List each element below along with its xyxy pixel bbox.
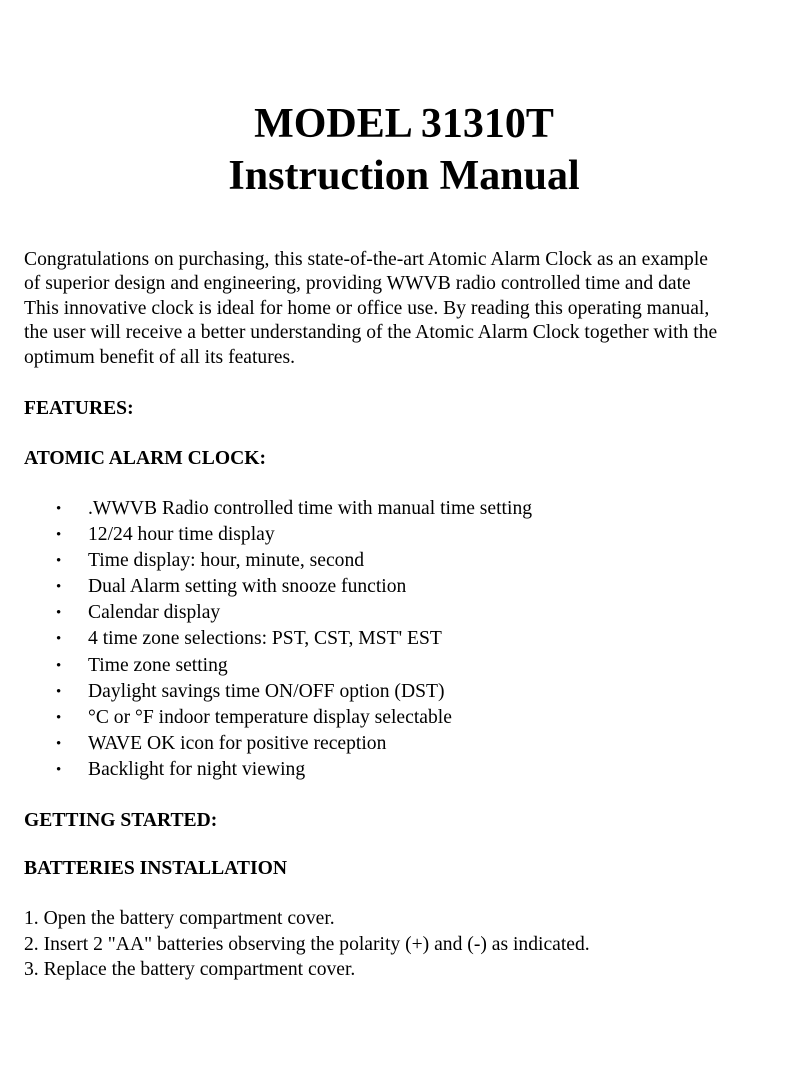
list-item bbox=[0, 679, 808, 705]
bullet-icon: • bbox=[56, 735, 62, 752]
list-item: 3. Replace the battery compartment cover. bbox=[24, 959, 356, 980]
feature-text: 12/24 hour time display bbox=[88, 524, 275, 546]
feature-text: Time display: hour, minute, second bbox=[88, 550, 365, 572]
bullet-icon: • bbox=[56, 683, 62, 700]
bullet-icon: • bbox=[56, 553, 62, 570]
getting-started-heading: GETTING STARTED: bbox=[24, 810, 218, 831]
intro-line: optimum benefit of all its features. bbox=[24, 346, 295, 368]
intro-line: This innovative clock is ideal for home or office use. By reading this operating manual, bbox=[24, 297, 710, 319]
list-item bbox=[0, 522, 808, 548]
intro-paragraph bbox=[24, 248, 794, 370]
batteries-installation-heading: BATTERIES INSTALLATION bbox=[24, 858, 287, 879]
feature-text: 4 time zone selections: PST, CST, MST' EST bbox=[88, 628, 442, 650]
bullet-icon: • bbox=[56, 501, 62, 517]
list-item bbox=[0, 731, 808, 757]
bullet-icon: • bbox=[56, 709, 62, 726]
feature-text: Time zone setting bbox=[88, 654, 228, 676]
features-list bbox=[0, 496, 808, 783]
list-item bbox=[0, 705, 808, 731]
bullet-icon: • bbox=[56, 605, 62, 622]
feature-text: Daylight savings time ON/OFF option (DST) bbox=[88, 680, 445, 702]
bullet-icon: • bbox=[56, 761, 62, 778]
list-item: 1. Open the battery compartment cover. bbox=[24, 908, 335, 929]
feature-text: Backlight for night viewing bbox=[88, 758, 306, 780]
intro-line: the user will receive a better understanding of the Atomic Alarm Clock together with the bbox=[24, 322, 718, 344]
battery-steps-list bbox=[24, 906, 590, 983]
feature-text: Dual Alarm setting with snooze function bbox=[88, 576, 407, 598]
list-item bbox=[0, 548, 808, 574]
atomic-alarm-clock-heading: ATOMIC ALARM CLOCK: bbox=[24, 448, 267, 469]
bullet-icon: • bbox=[56, 631, 62, 648]
list-item bbox=[0, 653, 808, 679]
list-item bbox=[0, 496, 808, 522]
bullet-icon: • bbox=[56, 527, 62, 544]
features-heading: FEATURES: bbox=[24, 398, 134, 419]
list-item bbox=[0, 600, 808, 626]
intro-line: Congratulations on purchasing, this state-of-the-art Atomic Alarm Clock as an example bbox=[24, 249, 708, 270]
feature-text: °C or °F indoor temperature display selectable bbox=[88, 706, 452, 728]
list-item bbox=[0, 574, 808, 600]
intro-line: of superior design and engineering, providing WWVB radio controlled time and date bbox=[24, 273, 691, 295]
title-model: MODEL 31310T bbox=[254, 101, 554, 147]
list-item bbox=[0, 757, 808, 783]
feature-text: .WWVB Radio controlled time with manual time setting bbox=[88, 498, 533, 519]
list-item: 2. Insert 2 "AA" batteries observing the polarity (+) and (-) as indicated. bbox=[24, 933, 590, 955]
feature-text: WAVE OK icon for positive reception bbox=[88, 732, 387, 754]
list-item bbox=[0, 626, 808, 652]
feature-text: Calendar display bbox=[88, 602, 221, 624]
bullet-icon: • bbox=[56, 657, 62, 674]
bullet-icon: • bbox=[56, 579, 62, 596]
title-manual: Instruction Manual bbox=[228, 153, 580, 199]
document-title bbox=[0, 98, 808, 202]
